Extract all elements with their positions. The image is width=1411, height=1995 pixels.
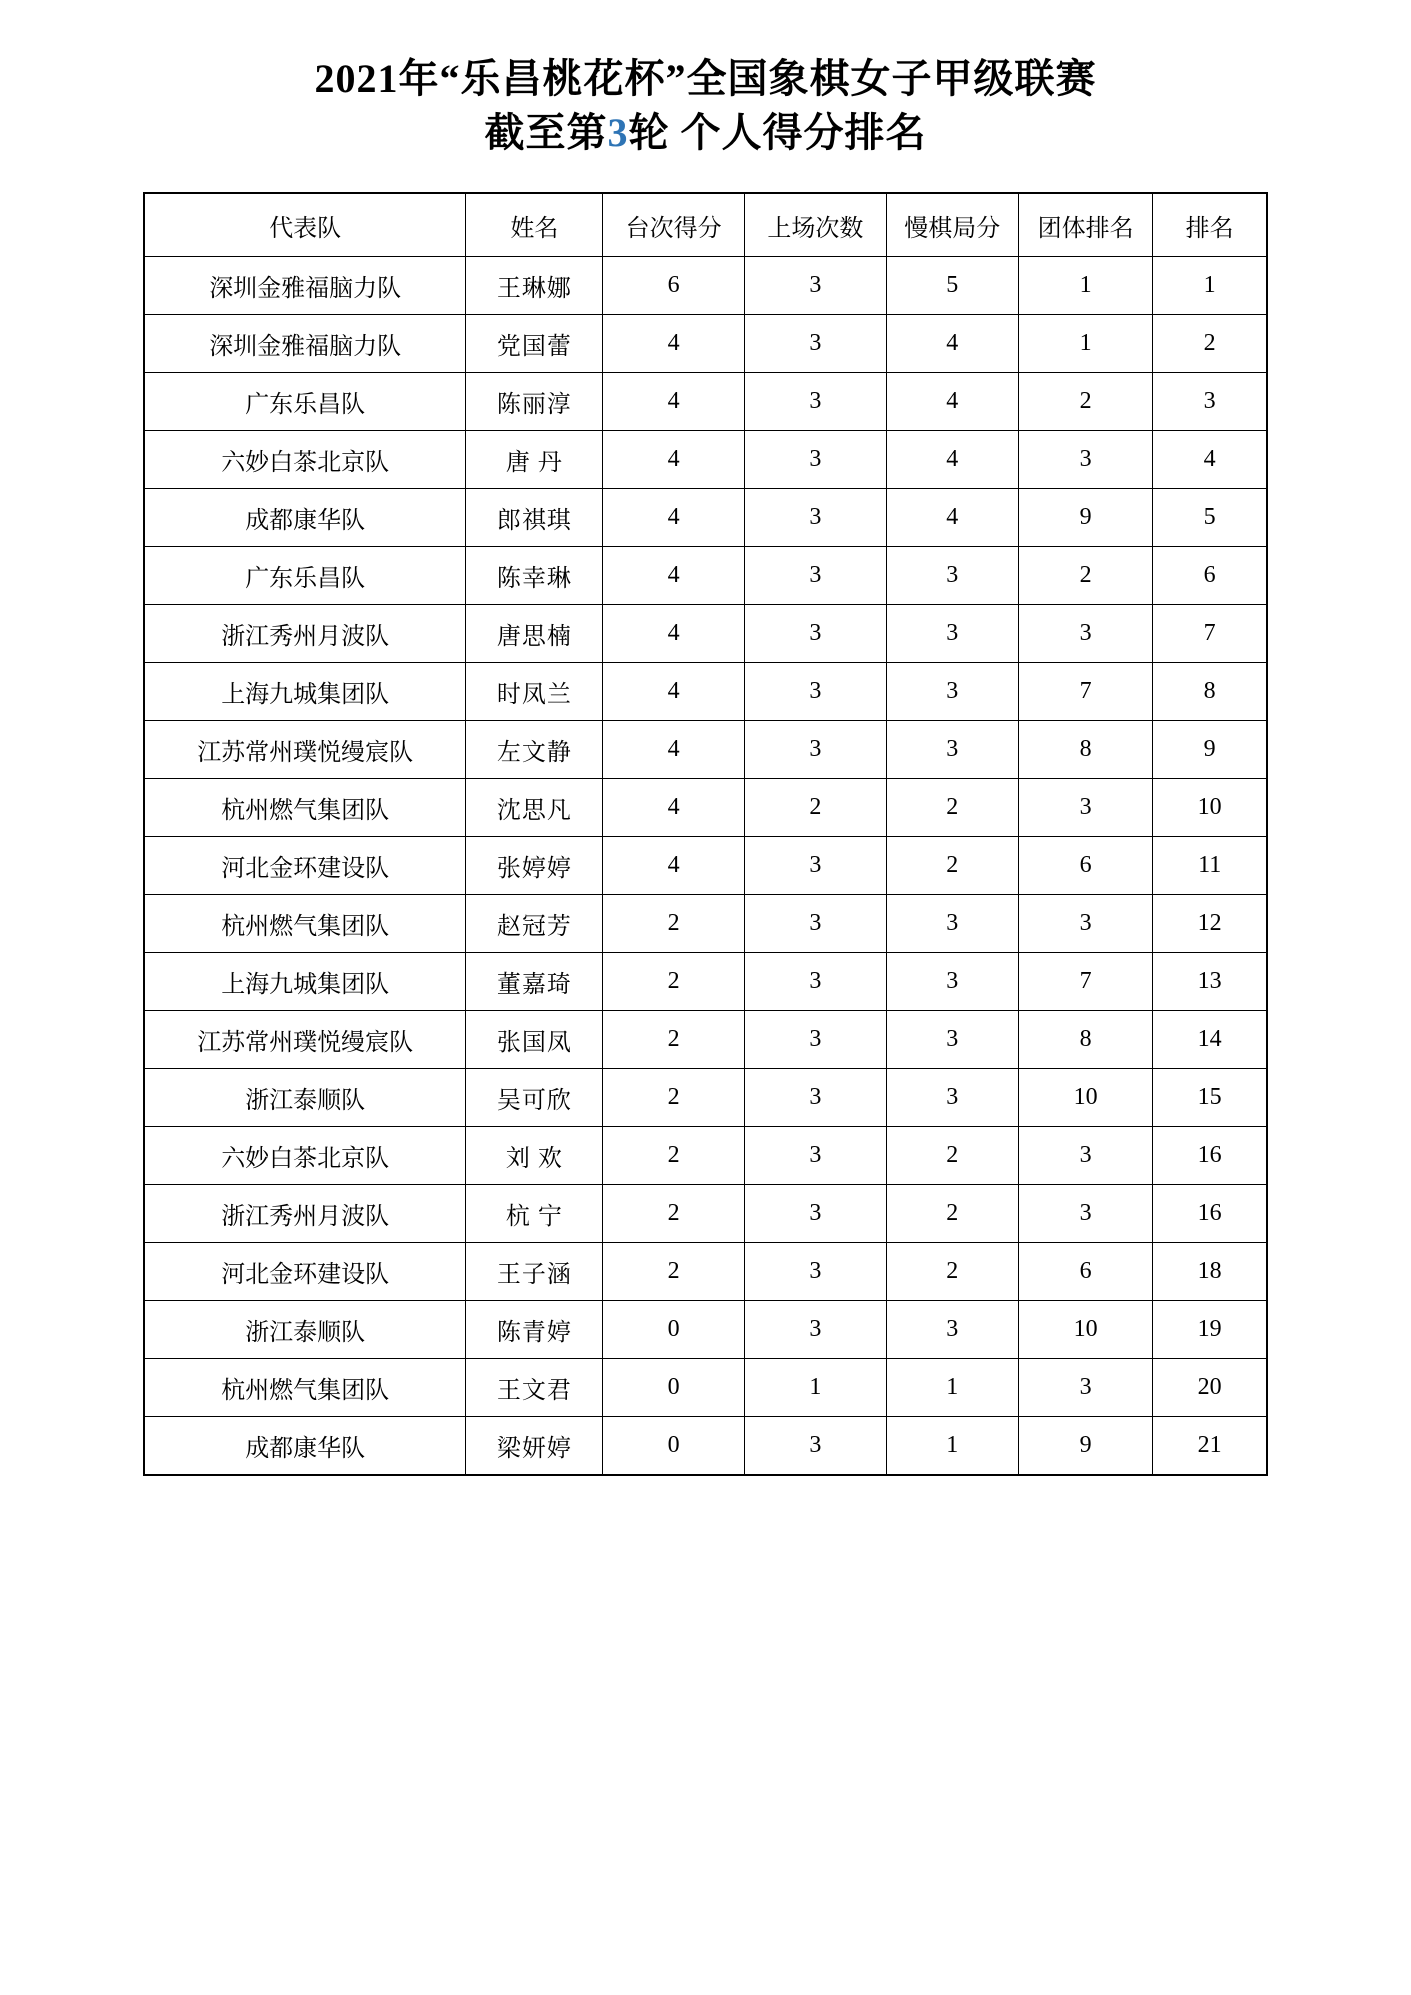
cell-name: 左文静 <box>466 721 603 779</box>
cell-appearances: 3 <box>745 1417 887 1476</box>
cell-team-rank: 9 <box>1018 489 1153 547</box>
cell-team: 江苏常州璞悦缦宸队 <box>144 1011 466 1069</box>
cell-score: 2 <box>603 1185 745 1243</box>
round-number: 3 <box>607 110 629 155</box>
table-row <box>144 1417 1267 1476</box>
cell-team-rank: 1 <box>1018 257 1153 315</box>
cell-score: 2 <box>603 1011 745 1069</box>
cell-score: 0 <box>603 1359 745 1417</box>
ranking-table <box>143 192 1268 1476</box>
cell-rank: 4 <box>1153 431 1267 489</box>
cell-appearances: 3 <box>745 315 887 373</box>
cell-name: 时凤兰 <box>466 663 603 721</box>
table-row <box>144 837 1267 895</box>
page-title-line-1: 2021年“乐昌桃花杯”全国象棋女子甲级联赛 <box>314 56 1097 101</box>
table-row <box>144 547 1267 605</box>
table-row <box>144 721 1267 779</box>
cell-slow-game-points: 4 <box>886 315 1018 373</box>
cell-slow-game-points: 2 <box>886 1127 1018 1185</box>
table-header-row <box>144 193 1267 257</box>
cell-team: 广东乐昌队 <box>144 547 466 605</box>
cell-slow-game-points: 5 <box>886 257 1018 315</box>
cell-rank: 3 <box>1153 373 1267 431</box>
cell-team: 六妙白茶北京队 <box>144 431 466 489</box>
table-row <box>144 1243 1267 1301</box>
cell-rank: 15 <box>1153 1069 1267 1127</box>
cell-appearances: 3 <box>745 1185 887 1243</box>
table-row <box>144 895 1267 953</box>
cell-team: 六妙白茶北京队 <box>144 1127 466 1185</box>
cell-rank: 19 <box>1153 1301 1267 1359</box>
cell-rank: 7 <box>1153 605 1267 663</box>
cell-slow-game-points: 4 <box>886 431 1018 489</box>
title-prefix: 截至第 <box>484 110 608 155</box>
cell-team-rank: 3 <box>1018 605 1153 663</box>
cell-score: 4 <box>603 547 745 605</box>
cell-appearances: 3 <box>745 837 887 895</box>
cell-team: 杭州燃气集团队 <box>144 1359 466 1417</box>
table-row <box>144 1069 1267 1127</box>
cell-slow-game-points: 3 <box>886 953 1018 1011</box>
cell-team: 深圳金雅福脑力队 <box>144 315 466 373</box>
table-row <box>144 315 1267 373</box>
table-row <box>144 779 1267 837</box>
cell-slow-game-points: 3 <box>886 895 1018 953</box>
column-header-appearances: 上场次数 <box>745 193 887 257</box>
cell-team-rank: 3 <box>1018 1127 1153 1185</box>
cell-slow-game-points: 3 <box>886 1301 1018 1359</box>
cell-rank: 6 <box>1153 547 1267 605</box>
cell-team-rank: 8 <box>1018 1011 1153 1069</box>
cell-team: 江苏常州璞悦缦宸队 <box>144 721 466 779</box>
cell-team-rank: 6 <box>1018 1243 1153 1301</box>
cell-slow-game-points: 2 <box>886 837 1018 895</box>
cell-team: 上海九城集团队 <box>144 663 466 721</box>
cell-name: 党国蕾 <box>466 315 603 373</box>
cell-score: 0 <box>603 1417 745 1476</box>
cell-name: 王子涵 <box>466 1243 603 1301</box>
cell-rank: 2 <box>1153 315 1267 373</box>
cell-rank: 5 <box>1153 489 1267 547</box>
cell-score: 4 <box>603 721 745 779</box>
cell-score: 2 <box>603 953 745 1011</box>
cell-score: 4 <box>603 837 745 895</box>
ranking-table-wrapper <box>143 192 1268 1476</box>
cell-slow-game-points: 4 <box>886 489 1018 547</box>
cell-team-rank: 2 <box>1018 373 1153 431</box>
cell-appearances: 3 <box>745 663 887 721</box>
cell-team-rank: 3 <box>1018 1359 1153 1417</box>
column-header-slow-game-points: 慢棋局分 <box>886 193 1018 257</box>
cell-slow-game-points: 2 <box>886 1185 1018 1243</box>
cell-rank: 20 <box>1153 1359 1267 1417</box>
table-row <box>144 1011 1267 1069</box>
cell-name: 赵冠芳 <box>466 895 603 953</box>
cell-score: 2 <box>603 895 745 953</box>
cell-score: 2 <box>603 1127 745 1185</box>
cell-rank: 16 <box>1153 1127 1267 1185</box>
cell-rank: 9 <box>1153 721 1267 779</box>
cell-team-rank: 3 <box>1018 895 1153 953</box>
cell-team: 浙江泰顺队 <box>144 1069 466 1127</box>
cell-rank: 14 <box>1153 1011 1267 1069</box>
table-row <box>144 431 1267 489</box>
cell-name: 陈幸琳 <box>466 547 603 605</box>
cell-team: 广东乐昌队 <box>144 373 466 431</box>
cell-appearances: 3 <box>745 1301 887 1359</box>
cell-appearances: 3 <box>745 1243 887 1301</box>
cell-rank: 1 <box>1153 257 1267 315</box>
table-row <box>144 257 1267 315</box>
cell-slow-game-points: 2 <box>886 779 1018 837</box>
cell-score: 4 <box>603 373 745 431</box>
cell-team-rank: 1 <box>1018 315 1153 373</box>
cell-name: 王琳娜 <box>466 257 603 315</box>
column-header-name: 姓名 <box>466 193 603 257</box>
cell-name: 沈思凡 <box>466 779 603 837</box>
cell-score: 4 <box>603 779 745 837</box>
cell-appearances: 3 <box>745 257 887 315</box>
table-row <box>144 373 1267 431</box>
column-header-rank: 排名 <box>1153 193 1267 257</box>
cell-team: 杭州燃气集团队 <box>144 779 466 837</box>
cell-slow-game-points: 3 <box>886 721 1018 779</box>
table-row <box>144 489 1267 547</box>
cell-name: 杭 宁 <box>466 1185 603 1243</box>
table-header <box>144 193 1267 257</box>
cell-slow-game-points: 3 <box>886 1011 1018 1069</box>
cell-slow-game-points: 1 <box>886 1359 1018 1417</box>
cell-rank: 13 <box>1153 953 1267 1011</box>
cell-rank: 11 <box>1153 837 1267 895</box>
cell-appearances: 3 <box>745 547 887 605</box>
cell-team-rank: 2 <box>1018 547 1153 605</box>
table-row <box>144 1185 1267 1243</box>
cell-appearances: 2 <box>745 779 887 837</box>
cell-team-rank: 3 <box>1018 431 1153 489</box>
cell-team-rank: 9 <box>1018 1417 1153 1476</box>
cell-appearances: 3 <box>745 373 887 431</box>
cell-team-rank: 10 <box>1018 1301 1153 1359</box>
cell-appearances: 3 <box>745 721 887 779</box>
cell-score: 6 <box>603 257 745 315</box>
cell-name: 吴可欣 <box>466 1069 603 1127</box>
table-row <box>144 663 1267 721</box>
cell-team-rank: 10 <box>1018 1069 1153 1127</box>
table-row <box>144 1127 1267 1185</box>
title-suffix: 轮 个人得分排名 <box>628 110 927 155</box>
cell-rank: 16 <box>1153 1185 1267 1243</box>
cell-appearances: 3 <box>745 895 887 953</box>
cell-appearances: 3 <box>745 953 887 1011</box>
cell-appearances: 3 <box>745 1127 887 1185</box>
table-row <box>144 1301 1267 1359</box>
cell-name: 陈青婷 <box>466 1301 603 1359</box>
table-row <box>144 953 1267 1011</box>
cell-team: 上海九城集团队 <box>144 953 466 1011</box>
cell-score: 0 <box>603 1301 745 1359</box>
cell-rank: 10 <box>1153 779 1267 837</box>
cell-name: 郎祺琪 <box>466 489 603 547</box>
cell-team: 成都康华队 <box>144 1417 466 1476</box>
cell-team-rank: 8 <box>1018 721 1153 779</box>
cell-name: 唐思楠 <box>466 605 603 663</box>
cell-team: 深圳金雅福脑力队 <box>144 257 466 315</box>
cell-team-rank: 7 <box>1018 663 1153 721</box>
cell-score: 2 <box>603 1243 745 1301</box>
table-row <box>144 605 1267 663</box>
cell-team-rank: 3 <box>1018 779 1153 837</box>
cell-rank: 8 <box>1153 663 1267 721</box>
cell-team: 浙江泰顺队 <box>144 1301 466 1359</box>
column-header-team: 代表队 <box>144 193 466 257</box>
cell-score: 4 <box>603 489 745 547</box>
table-row <box>144 1359 1267 1417</box>
page-title-line-2 <box>0 106 1411 160</box>
cell-team: 河北金环建设队 <box>144 1243 466 1301</box>
cell-team-rank: 7 <box>1018 953 1153 1011</box>
cell-team: 成都康华队 <box>144 489 466 547</box>
cell-slow-game-points: 3 <box>886 605 1018 663</box>
cell-name: 张国凤 <box>466 1011 603 1069</box>
cell-appearances: 3 <box>745 1011 887 1069</box>
cell-appearances: 1 <box>745 1359 887 1417</box>
cell-slow-game-points: 3 <box>886 663 1018 721</box>
cell-slow-game-points: 1 <box>886 1417 1018 1476</box>
cell-name: 梁妍婷 <box>466 1417 603 1476</box>
cell-appearances: 3 <box>745 489 887 547</box>
cell-team: 浙江秀州月波队 <box>144 605 466 663</box>
cell-name: 王文君 <box>466 1359 603 1417</box>
cell-rank: 18 <box>1153 1243 1267 1301</box>
cell-score: 4 <box>603 315 745 373</box>
column-header-team-rank: 团体排名 <box>1018 193 1153 257</box>
cell-name: 刘 欢 <box>466 1127 603 1185</box>
cell-appearances: 3 <box>745 605 887 663</box>
cell-team: 浙江秀州月波队 <box>144 1185 466 1243</box>
cell-team: 杭州燃气集团队 <box>144 895 466 953</box>
cell-name: 张婷婷 <box>466 837 603 895</box>
cell-rank: 12 <box>1153 895 1267 953</box>
title-block <box>0 0 1411 160</box>
cell-score: 2 <box>603 1069 745 1127</box>
cell-appearances: 3 <box>745 431 887 489</box>
cell-team-rank: 6 <box>1018 837 1153 895</box>
cell-score: 4 <box>603 605 745 663</box>
cell-name: 董嘉琦 <box>466 953 603 1011</box>
cell-score: 4 <box>603 663 745 721</box>
cell-slow-game-points: 3 <box>886 1069 1018 1127</box>
cell-team: 河北金环建设队 <box>144 837 466 895</box>
cell-score: 4 <box>603 431 745 489</box>
cell-slow-game-points: 2 <box>886 1243 1018 1301</box>
cell-name: 唐 丹 <box>466 431 603 489</box>
cell-appearances: 3 <box>745 1069 887 1127</box>
column-header-score: 台次得分 <box>603 193 745 257</box>
cell-slow-game-points: 3 <box>886 547 1018 605</box>
cell-rank: 21 <box>1153 1417 1267 1476</box>
cell-slow-game-points: 4 <box>886 373 1018 431</box>
cell-name: 陈丽淳 <box>466 373 603 431</box>
table-body <box>144 257 1267 1476</box>
cell-team-rank: 3 <box>1018 1185 1153 1243</box>
